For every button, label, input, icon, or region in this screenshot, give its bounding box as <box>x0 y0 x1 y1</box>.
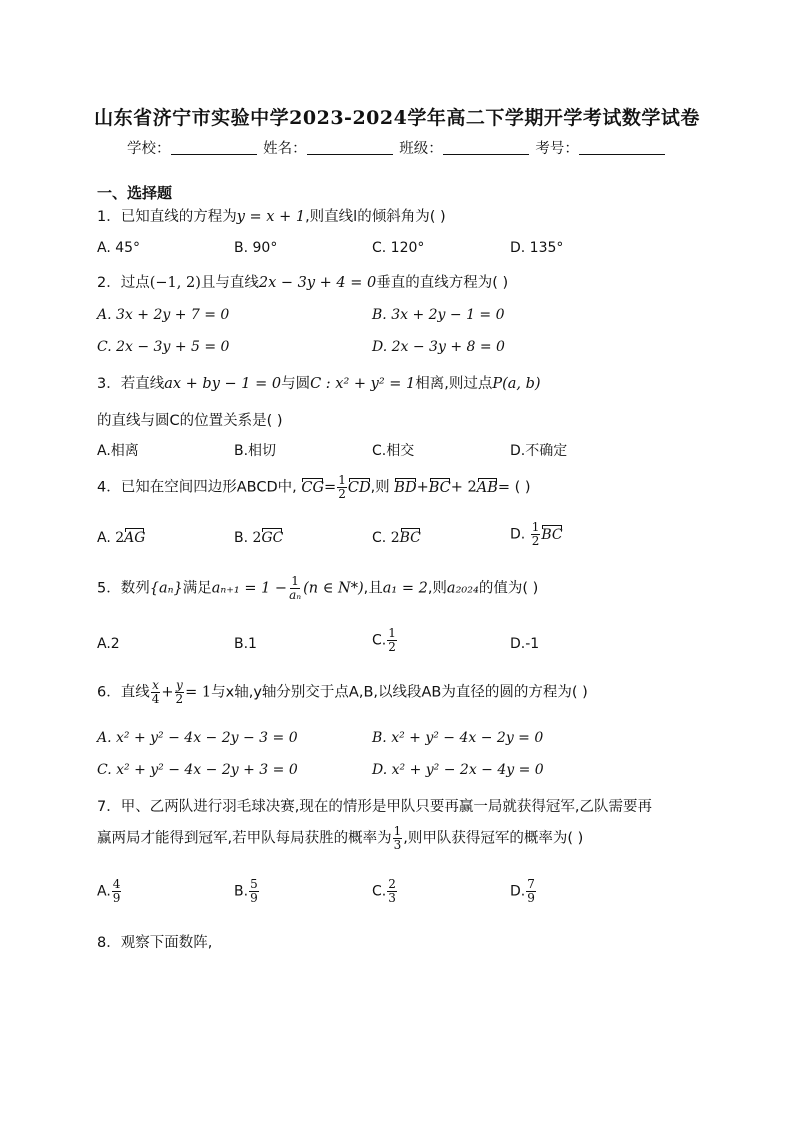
q7-stem-line1: 7．甲、乙两队进行羽毛球决赛,现在的情形是甲队只要再赢一局就获得冠军,乙队需要再 <box>97 799 652 815</box>
q7-option-b-fraction <box>249 878 259 905</box>
q4-option-c-vector: BC <box>399 530 421 546</box>
q6-frac2-den: 2 <box>175 692 184 706</box>
q5-initial: a₁ = 2 <box>382 580 428 597</box>
q7-fraction <box>393 825 403 852</box>
q5-stem-mid3: ,则 <box>427 580 447 597</box>
q4-option-a-coef: 2 <box>115 530 125 546</box>
q2-line: 2x − 3y + 4 = 0 <box>258 275 377 291</box>
q7-option-a-den: 9 <box>112 891 121 905</box>
section-heading: 一、选择题 <box>97 184 173 202</box>
q7-option-b <box>234 878 260 905</box>
q6-option-d: D. x² + y² − 2x − 4y = 0 <box>372 762 544 778</box>
q6-plus: + <box>161 684 174 701</box>
q6-fraction-x <box>151 679 161 706</box>
q6-frac1-den: 4 <box>151 692 160 706</box>
q4-option-d-label: D. <box>510 526 526 543</box>
q1-stem-pre: 1．已知直线的方程为 <box>97 209 237 225</box>
q4-vector-cd: CD <box>347 479 371 496</box>
q3-stem-post: 相离,则过点 <box>415 376 493 392</box>
q4-option-b-coef: 2 <box>252 530 262 546</box>
q4-vector-bd: BD <box>394 479 417 496</box>
q3-line: ax + by − 1 = 0 <box>164 376 282 392</box>
q7-frac-num: 1 <box>393 824 402 838</box>
q4-option-a-vector: AG <box>124 530 146 546</box>
question-3 <box>97 372 541 393</box>
q7-option-a <box>97 878 122 905</box>
q7-option-d-den: 9 <box>527 891 535 905</box>
q7-option-c-num: 2 <box>388 877 396 891</box>
q6-option-a: A. x² + y² − 4x − 2y − 3 = 0 <box>97 730 298 746</box>
q1-option-c: C. 120° <box>372 240 425 256</box>
q4-fraction-half <box>337 474 347 501</box>
q4-option-c-label: C. <box>372 530 387 546</box>
q6-stem-post: 与x轴,y轴分别交于点A,B,以线段AB为直径的圆的方程为( ) <box>211 684 588 701</box>
name-label: 姓名： <box>263 141 307 157</box>
q4-vector-cg: CG <box>301 479 325 496</box>
question-8: 8．观察下面数阵, <box>97 935 213 951</box>
q7-option-d-num: 7 <box>527 877 535 891</box>
class-blank <box>443 140 529 155</box>
q5-option-d: D.-1 <box>510 636 540 652</box>
q4-plus-2: + 2 <box>450 479 477 496</box>
q5-sequence: {aₙ} <box>149 580 183 597</box>
exam-number-blank <box>579 140 665 155</box>
q4-option-d-vector: BC <box>541 526 563 543</box>
q3-stem-mid: 与圆 <box>281 376 311 392</box>
q4-option-d-fraction <box>531 521 541 548</box>
q4-option-b <box>234 530 283 546</box>
q4-vector-bc: BC <box>428 479 451 496</box>
q7-option-b-num: 5 <box>250 877 258 891</box>
q3-option-c: C.相交 <box>372 443 415 459</box>
q1-equation: y = x + 1 <box>236 209 306 225</box>
q1-option-a: A. 45° <box>97 240 141 256</box>
q5-frac-den: aₙ <box>289 588 302 602</box>
school-blank <box>171 140 257 155</box>
q7-option-c-fraction <box>387 878 397 905</box>
q4-option-b-label: B. <box>234 530 249 546</box>
name-blank <box>307 140 393 155</box>
q2-option-c: C. 2x − 3y + 5 = 0 <box>97 339 230 355</box>
q2-option-a: A. 3x + 2y + 7 = 0 <box>97 307 230 323</box>
q5-stem-post: 的值为( ) <box>478 580 539 597</box>
q2-point: (−1, 2) <box>149 275 201 291</box>
q4-option-d-den: 2 <box>531 534 540 548</box>
q4-vector-ab: AB <box>476 479 498 496</box>
q6-stem-pre: 6．直线 <box>97 684 150 701</box>
q5-target: a₂₀₂₄ <box>446 580 479 597</box>
q7-option-a-num: 4 <box>112 877 121 891</box>
q7-option-d-fraction <box>526 878 536 905</box>
q2-stem-mid: 且与直线 <box>200 275 259 291</box>
exam-number-label: 考号： <box>535 141 579 157</box>
q6-option-c: C. x² + y² − 4x − 2y + 3 = 0 <box>97 762 298 778</box>
q7-stem-pre: 赢两局才能得到冠军,若甲队每局获胜的概率为 <box>97 830 392 847</box>
q3-option-b: B.相切 <box>234 443 277 459</box>
q2-stem-post: 垂直的直线方程为( ) <box>376 275 509 291</box>
q6-frac1-num: x <box>152 678 159 692</box>
q4-option-a <box>97 530 145 546</box>
q5-option-c-num: 1 <box>388 626 396 640</box>
q7-option-d-label: D. <box>510 883 526 900</box>
q4-option-b-vector: GC <box>261 530 284 546</box>
q7-stem-line2 <box>97 825 583 852</box>
q5-option-c <box>372 627 398 654</box>
q6-equals: = 1 <box>185 684 212 701</box>
q4-frac-den: 2 <box>338 487 346 501</box>
q5-fraction <box>288 575 302 602</box>
q5-stem-mid: 满足 <box>182 580 212 597</box>
q7-option-c-label: C. <box>372 883 387 900</box>
q5-option-c-den: 2 <box>388 640 396 654</box>
question-5 <box>97 575 538 602</box>
q7-option-a-fraction <box>112 878 122 905</box>
q3-circle: C : x² + y² = 1 <box>310 376 416 392</box>
q5-condition: (n ∈ N*) <box>303 580 364 597</box>
q6-frac2-num: y <box>175 678 183 692</box>
q3-stem-line2: 的直线与圆C的位置关系是( ) <box>97 413 283 429</box>
q6-option-b: B. x² + y² − 4x − 2y = 0 <box>372 730 544 746</box>
q7-option-d <box>510 878 537 905</box>
class-label: 班级： <box>399 141 443 157</box>
q5-recurrence: aₙ₊₁ = 1 − <box>211 580 288 597</box>
q5-stem-pre: 5．数列 <box>97 580 150 597</box>
q4-option-a-label: A. <box>97 530 111 546</box>
q4-equals: = <box>324 479 337 496</box>
q5-stem-mid2: ,且 <box>363 580 383 597</box>
page-title: 山东省济宁市实验中学2023-2024学年高二下学期开学考试数学试卷 <box>94 107 700 129</box>
q5-option-c-fraction <box>387 627 397 654</box>
q4-plus-1: + <box>416 479 429 496</box>
q7-stem-post: ,则甲队获得冠军的概率为( ) <box>403 830 584 847</box>
q7-option-b-den: 9 <box>250 891 258 905</box>
q4-stem-post: = ( ) <box>497 479 531 496</box>
q3-point: P(a, b) <box>492 376 541 392</box>
question-2 <box>97 271 508 292</box>
q4-option-c-coef: 2 <box>390 530 400 546</box>
q7-option-c <box>372 878 398 905</box>
q5-option-c-label: C. <box>372 632 387 649</box>
q2-option-d: D. 2x − 3y + 8 = 0 <box>372 339 505 355</box>
q4-option-d-num: 1 <box>531 520 540 534</box>
q3-stem-pre: 3．若直线 <box>97 376 165 392</box>
q6-fraction-y <box>175 679 185 706</box>
q4-stem-mid: ,则 <box>370 479 390 496</box>
q5-frac-num: 1 <box>291 574 299 588</box>
q1-option-b: B. 90° <box>234 240 278 256</box>
q7-option-b-label: B. <box>234 883 249 900</box>
q4-frac-num: 1 <box>338 473 346 487</box>
q1-option-d: D. 135° <box>510 240 564 256</box>
school-label: 学校： <box>127 141 171 157</box>
q2-option-b: B. 3x + 2y − 1 = 0 <box>372 307 505 323</box>
question-4 <box>97 474 531 501</box>
q4-option-c <box>372 530 421 546</box>
q2-stem-pre: 2．过点 <box>97 275 150 291</box>
q7-option-a-label: A. <box>97 883 111 900</box>
q7-frac-den: 3 <box>393 838 402 852</box>
student-info-line <box>127 137 667 158</box>
q4-stem-pre: 4．已知在空间四边形ABCD中, <box>97 479 297 496</box>
q5-option-a: A.2 <box>97 636 120 652</box>
q7-option-c-den: 3 <box>388 891 396 905</box>
question-1 <box>97 205 446 226</box>
q4-option-d <box>510 521 563 548</box>
question-6 <box>97 679 588 706</box>
q5-option-b: B.1 <box>234 636 257 652</box>
q1-stem-post: ,则直线l的倾斜角为( ) <box>305 209 446 225</box>
q3-option-d: D.不确定 <box>510 443 568 459</box>
q3-option-a: A.相离 <box>97 443 139 459</box>
